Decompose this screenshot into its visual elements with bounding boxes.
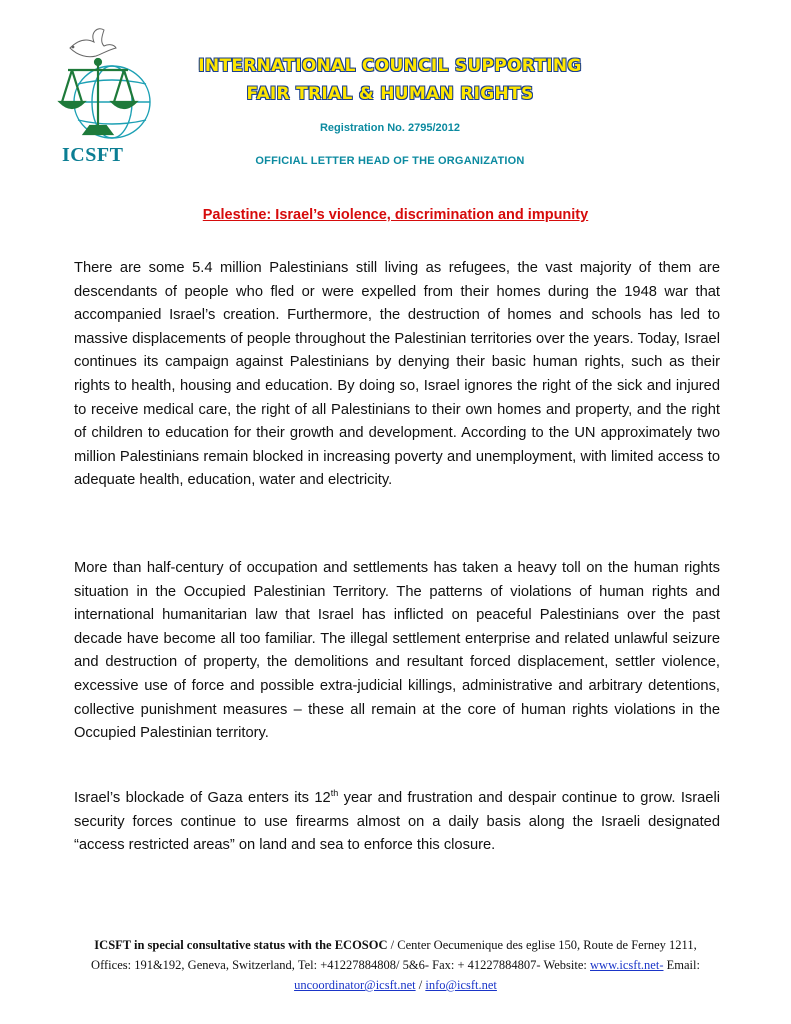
footer-email-label: Email: [663,958,700,972]
paragraph-3-start: Israel’s blockade of Gaza enters its 12 [74,790,331,806]
organization-title-line-1: INTERNATIONAL COUNCIL SUPPORTING [198,56,582,76]
footer-status: ICSFT in special consultative status with the ECOSOC [94,938,388,952]
ordinal-suffix: th [330,788,339,799]
paragraph-2: More than half-century of occupation and settlements has taken a heavy toll on the human rights situation in the Occupied Palestinian Territory. The patterns of violations of human rights and international humanitarian law that Israel has inflicted on peaceful Palestinians over the past decade have become all too familiar. The illegal settlement enterprise and related unlawful seizure and destruction of property, the demolitions and resultant forced displacement, settler violence, excessive use of force and possible extra-judicial killings, administrative and arbitrary detentions, collective punishment measures – these all remain at the core of human rights violations in the Occupied Palestinian territory. [74,560,720,742]
scales-of-justice-icon [60,58,136,134]
organization-title [180,52,600,108]
paragraph-3 [74,787,720,858]
organization-title-line-2: FAIR TRIAL & HUMAN RIGHTS [246,84,534,104]
document-heading: Palestine: Israel’s violence, discrimination and impunity [202,207,589,223]
dove-icon [70,29,116,57]
website-link[interactable]: www.icsft.net- [590,958,664,972]
footer-separator: / [415,978,426,992]
letterhead-caption: OFFICIAL LETTER HEAD OF THE ORGANIZATION [255,155,525,167]
email-link-uncoordinator[interactable]: uncoordinator@icsft.net [294,978,416,992]
logo-acronym: ICSFT [62,144,124,166]
registration-number: Registration No. 2795/2012 [319,122,460,134]
logo-graphic [50,22,160,147]
footer [90,935,701,995]
email-link-info[interactable]: info@icsft.net [425,978,497,992]
paragraph-1: There are some 5.4 million Palestinians still living as refugees, the vast majority of them are descendants of people who fled or were expelled from their homes during the 1948 war that accompanied Israel’s creation. Furthermore, the destruction of homes and schools has led to massive displacements of people throughout the Palestinian territories over the years. Today, Israel continues its campaign against Palestinians by denying their basic human rights, such as their rights to health, housing and education. By doing so, Israel ignores the right of the sick and injured to receive medical care, the right of all Palestinians to their own homes and property, and the right of children to education for their growth and development. According to the UN approximately two million Palestinians remain blocked in increasing poverty and unemployment, with limited access to adequate health, education, water and electricity. [74,260,720,489]
footer-address: / Center Oecumenique des eglise 150, Route de Ferney 1211, Offices: 191&192, Geneva, Switzerland, Tel: +41227884808/ 5&6- Fax: + 41227884807- Website: [91,938,697,972]
paragraph-3-end: year and frustration and despair continue to grow. Israeli security forces continue to use firearms almost on a daily basis along the Israeli designated “access restricted areas” on land and sea to enforce this closure. [74,790,721,854]
